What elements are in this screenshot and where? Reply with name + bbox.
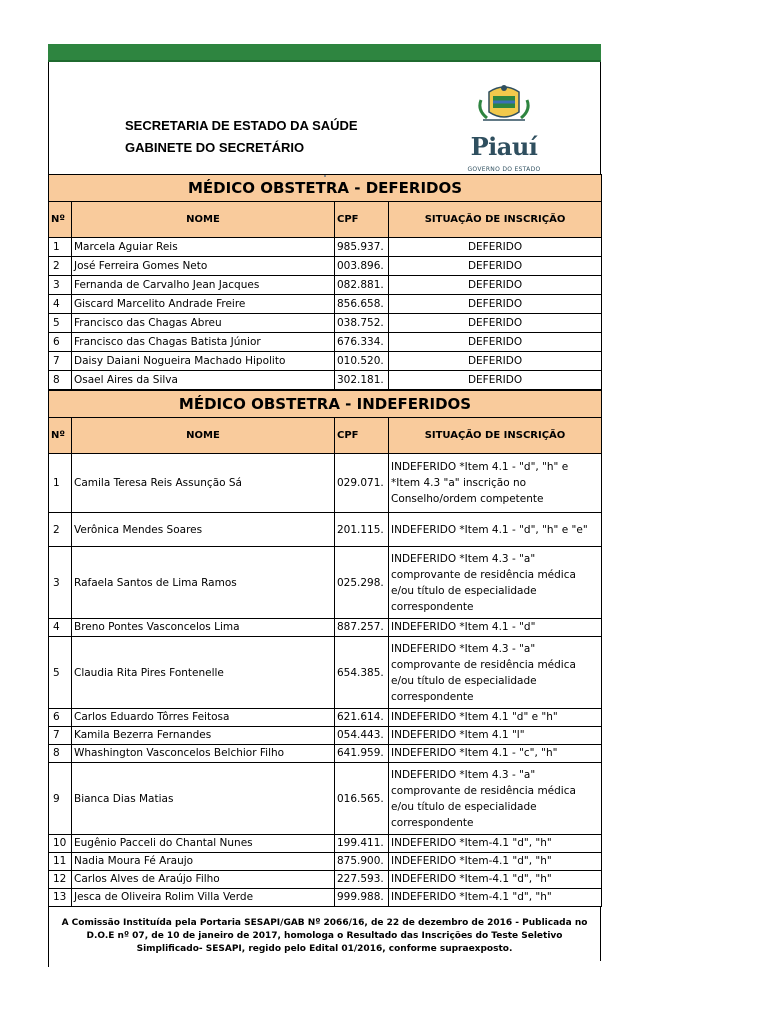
deferidos-header-row bbox=[49, 202, 602, 238]
col-header-cpf: CPF bbox=[335, 202, 389, 238]
row-cpf: 003.896. bbox=[335, 257, 389, 276]
row-number: 11 bbox=[49, 853, 72, 871]
row-cpf: 201.115. bbox=[335, 513, 389, 547]
row-number: 5 bbox=[49, 314, 72, 333]
row-situacao: INDEFERIDO *Item 4.3 - "a" comprovante de residência médica e/ou título de especialidade correspondente bbox=[389, 763, 602, 835]
row-situacao: DEFERIDO bbox=[389, 352, 602, 371]
table-row bbox=[49, 727, 602, 745]
table-row bbox=[49, 454, 602, 513]
header-secretaria: SECRETARIA DE ESTADO DA SAÚDE bbox=[125, 118, 358, 133]
row-cpf: 676.334. bbox=[335, 333, 389, 352]
row-situacao: DEFERIDO bbox=[389, 257, 602, 276]
row-cpf: 054.443. bbox=[335, 727, 389, 745]
row-number: 9 bbox=[49, 763, 72, 835]
col-header-numero: Nº bbox=[49, 202, 72, 238]
header-gabinete: GABINETE DO SECRETÁRIO bbox=[125, 140, 305, 155]
col-header-numero: Nº bbox=[49, 418, 72, 454]
row-cpf: 654.385. bbox=[335, 637, 389, 709]
table-row bbox=[49, 853, 602, 871]
row-situacao: INDEFERIDO *Item 4.1 - "d" bbox=[389, 619, 602, 637]
document-page bbox=[48, 44, 601, 967]
row-nome: Daisy Daiani Nogueira Machado Hipolito bbox=[72, 352, 335, 371]
row-situacao: DEFERIDO bbox=[389, 314, 602, 333]
row-situacao: INDEFERIDO *Item 4.1 - "c", "h" bbox=[389, 745, 602, 763]
row-situacao: INDEFERIDO *Item 4.3 - "a" comprovante de residência médica e/ou título de especialidade correspondente bbox=[389, 547, 602, 619]
row-nome: Bianca Dias Matias bbox=[72, 763, 335, 835]
table-row bbox=[49, 352, 602, 371]
row-nome: Rafaela Santos de Lima Ramos bbox=[72, 547, 335, 619]
row-number: 10 bbox=[49, 835, 72, 853]
row-cpf: 875.900. bbox=[335, 853, 389, 871]
row-number: 12 bbox=[49, 871, 72, 889]
row-nome: Whashington Vasconcelos Belchior Filho bbox=[72, 745, 335, 763]
table-row bbox=[49, 835, 602, 853]
row-situacao: DEFERIDO bbox=[389, 238, 602, 257]
row-nome: Marcela Aguiar Reis bbox=[72, 238, 335, 257]
row-situacao: INDEFERIDO *Item 4.1 "d" e "h" bbox=[389, 709, 602, 727]
indeferidos-title: MÉDICO OBSTETRA - INDEFERIDOS bbox=[49, 391, 602, 418]
row-nome: Verônica Mendes Soares bbox=[72, 513, 335, 547]
table-row bbox=[49, 745, 602, 763]
deferidos-table bbox=[48, 174, 602, 390]
row-nome: Jesca de Oliveira Rolim Villa Verde bbox=[72, 889, 335, 907]
row-nome: Eugênio Pacceli do Chantal Nunes bbox=[72, 835, 335, 853]
row-situacao: DEFERIDO bbox=[389, 333, 602, 352]
row-cpf: 025.298. bbox=[335, 547, 389, 619]
row-cpf: 029.071. bbox=[335, 454, 389, 513]
row-number: 3 bbox=[49, 547, 72, 619]
table-row bbox=[49, 889, 602, 907]
table-row bbox=[49, 333, 602, 352]
row-nome: Camila Teresa Reis Assunção Sá bbox=[72, 454, 335, 513]
row-number: 6 bbox=[49, 333, 72, 352]
row-cpf: 082.881. bbox=[335, 276, 389, 295]
row-cpf: 010.520. bbox=[335, 352, 389, 371]
indeferidos-table bbox=[48, 390, 602, 907]
row-number: 7 bbox=[49, 352, 72, 371]
row-situacao: INDEFERIDO *Item-4.1 "d", "h" bbox=[389, 889, 602, 907]
row-number: 5 bbox=[49, 637, 72, 709]
row-number: 6 bbox=[49, 709, 72, 727]
col-header-situacao: SITUAÇÃO DE INSCRIÇÃO bbox=[389, 418, 602, 454]
row-cpf: 016.565. bbox=[335, 763, 389, 835]
row-situacao: INDEFERIDO *Item 4.1 - "d", "h" e "e" bbox=[389, 513, 602, 547]
piaui-wordmark: Piauí bbox=[470, 132, 538, 161]
col-header-nome: NOME bbox=[72, 418, 335, 454]
homologation-note: A Comissão Instituída pela Portaria SESAPI/GAB Nº 2066/16, de 22 de dezembro de 2016 - Publicada no D.O.E nº 07, de 10 de janeiro de 2017, homologa o Resultado das Inscrições do Teste Seletivo Simplificado- SESAPI, regido pelo Edital 01/2016, conforme supraexposto. bbox=[48, 907, 601, 961]
row-cpf: 038.752. bbox=[335, 314, 389, 333]
row-nome: Francisco das Chagas Abreu bbox=[72, 314, 335, 333]
col-header-nome: NOME bbox=[72, 202, 335, 238]
row-cpf: 227.593. bbox=[335, 871, 389, 889]
row-number: 3 bbox=[49, 276, 72, 295]
table-row bbox=[49, 276, 602, 295]
row-cpf: 641.959. bbox=[335, 745, 389, 763]
table-row bbox=[49, 371, 602, 390]
bottom-border bbox=[48, 961, 601, 967]
col-header-cpf: CPF bbox=[335, 418, 389, 454]
col-header-situacao: SITUAÇÃO DE INSCRIÇÃO bbox=[389, 202, 602, 238]
row-nome: Carlos Alves de Araújo Filho bbox=[72, 871, 335, 889]
row-number: 4 bbox=[49, 295, 72, 314]
row-number: 8 bbox=[49, 745, 72, 763]
row-cpf: 621.614. bbox=[335, 709, 389, 727]
governo-do-estado-label: GOVERNO DO ESTADO bbox=[467, 166, 541, 173]
row-nome: Breno Pontes Vasconcelos Lima bbox=[72, 619, 335, 637]
row-situacao: INDEFERIDO *Item 4.1 - "d", "h" e *Item 4.3 "a" inscrição no Conselho/ordem competente bbox=[389, 454, 602, 513]
row-situacao: INDEFERIDO *Item-4.1 "d", "h" bbox=[389, 835, 602, 853]
row-cpf: 199.411. bbox=[335, 835, 389, 853]
row-situacao: DEFERIDO bbox=[389, 371, 602, 390]
row-cpf: 302.181. bbox=[335, 371, 389, 390]
row-nome: Osael Aires da Silva bbox=[72, 371, 335, 390]
row-nome: Nadia Moura Fé Araujo bbox=[72, 853, 335, 871]
piaui-coat-of-arms-icon bbox=[467, 78, 541, 178]
table-row bbox=[49, 763, 602, 835]
deferidos-rows bbox=[49, 238, 602, 390]
row-nome: Giscard Marcelito Andrade Freire bbox=[72, 295, 335, 314]
row-situacao: DEFERIDO bbox=[389, 276, 602, 295]
row-nome: Fernanda de Carvalho Jean Jacques bbox=[72, 276, 335, 295]
row-situacao: INDEFERIDO *Item 4.1 "l" bbox=[389, 727, 602, 745]
row-number: 8 bbox=[49, 371, 72, 390]
table-row bbox=[49, 314, 602, 333]
row-number: 4 bbox=[49, 619, 72, 637]
table-row bbox=[49, 238, 602, 257]
row-number: 7 bbox=[49, 727, 72, 745]
row-nome: José Ferreira Gomes Neto bbox=[72, 257, 335, 276]
row-situacao: INDEFERIDO *Item-4.1 "d", "h" bbox=[389, 853, 602, 871]
green-top-bar bbox=[48, 44, 601, 62]
row-number: 13 bbox=[49, 889, 72, 907]
row-cpf: 856.658. bbox=[335, 295, 389, 314]
table-row bbox=[49, 295, 602, 314]
document-header bbox=[48, 62, 601, 174]
row-nome: Kamila Bezerra Fernandes bbox=[72, 727, 335, 745]
indeferidos-header-row bbox=[49, 418, 602, 454]
row-number: 2 bbox=[49, 257, 72, 276]
table-row bbox=[49, 257, 602, 276]
table-row bbox=[49, 871, 602, 889]
row-nome: Claudia Rita Pires Fontenelle bbox=[72, 637, 335, 709]
row-situacao: INDEFERIDO *Item 4.3 - "a" comprovante de residência médica e/ou título de especialidade correspondente bbox=[389, 637, 602, 709]
row-cpf: 985.937. bbox=[335, 238, 389, 257]
deferidos-title: MÉDICO OBSTETRA - DEFERIDOS bbox=[49, 175, 602, 202]
table-row bbox=[49, 709, 602, 727]
row-situacao: INDEFERIDO *Item-4.1 "d", "h" bbox=[389, 871, 602, 889]
row-situacao: DEFERIDO bbox=[389, 295, 602, 314]
indeferidos-rows bbox=[49, 454, 602, 907]
row-cpf: 887.257. bbox=[335, 619, 389, 637]
row-number: 2 bbox=[49, 513, 72, 547]
row-number: 1 bbox=[49, 238, 72, 257]
table-row bbox=[49, 513, 602, 547]
row-cpf: 999.988. bbox=[335, 889, 389, 907]
table-row bbox=[49, 619, 602, 637]
row-nome: Carlos Eduardo Tôrres Feitosa bbox=[72, 709, 335, 727]
row-nome: Francisco das Chagas Batista Júnior bbox=[72, 333, 335, 352]
table-row bbox=[49, 637, 602, 709]
table-row bbox=[49, 547, 602, 619]
small-dot bbox=[324, 175, 326, 177]
row-number: 1 bbox=[49, 454, 72, 513]
